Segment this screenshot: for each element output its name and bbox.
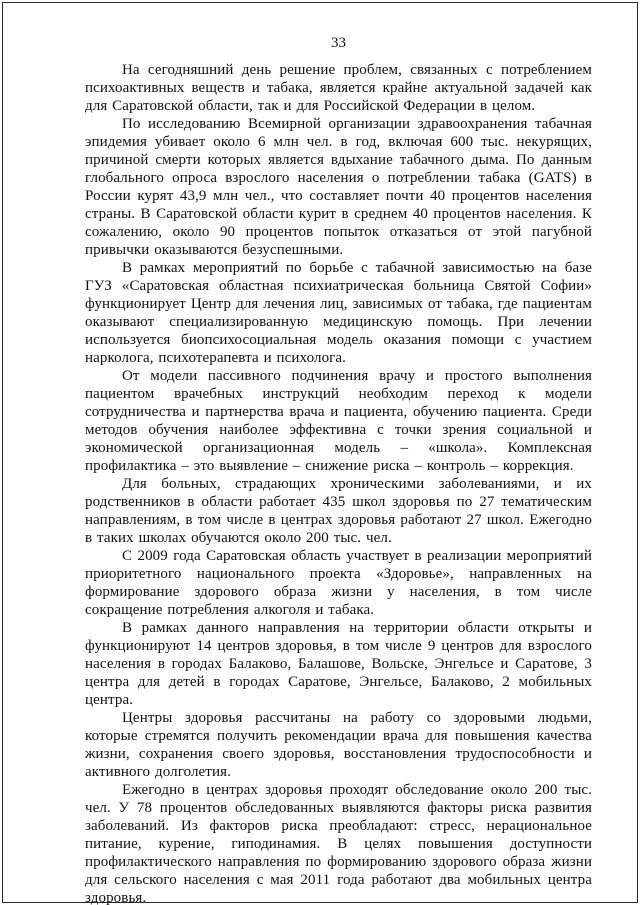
- paragraph-1: На сегодняшний день решение проблем, связанных с потреблением психоактивных веществ и табака, является крайне актуальной задачей как для Саратовской области, так и для Российской Федерации в целом.: [85, 62, 592, 114]
- paragraph-5: Для больных, страдающих хроническими заболеваниями, и их родственников в области работает 435 школ здоровья по 27 тематическим направлениям, в том числе в центрах здоровья работают 27 школ. Ежегодно в таких школах обучаются около 200 тыс. чел.: [85, 476, 592, 546]
- paragraph-2: По исследованию Всемирной организации здравоохранения табачная эпидемия убивает около 6 млн чел. в год, включая 600 тыс. некурящих, причиной смерти которых является вдыхание табачного дыма. По данным глобального опроса взрослого населения о потреблении табака (GATS) в России курят 43,9 млн чел., что составляет почти 40 процентов населения страны. В Саратовской области курит в среднем 40 процентов населения. К сожалению, около 90 процентов попыток отказаться от этой пагубной привычки оказываются безуспешными.: [85, 116, 592, 258]
- paragraph-6: С 2009 года Саратовская область участвует в реализации мероприятий приоритетного национального проекта «Здоровье», направленных на формирование здорового образа жизни у населения, в том числе сокращение потребления алкоголя и табака.: [85, 548, 592, 618]
- page-content: [85, 34, 592, 905]
- paragraph-9: Ежегодно в центрах здоровья проходят обследование около 200 тыс. чел. У 78 процентов обследованных выявляются факторы риска развития заболеваний. Из факторов риска преобладают: стресс, нерациональное питание, курение, гиподинамия. В целях повышения доступности профилактического направления по формированию здорового образа жизни для сельского населения с мая 2011 года работают два мобильных центра здоровья.: [85, 782, 592, 905]
- paragraph-7: В рамках данного направления на территории области открыты и функционируют 14 центров здоровья, в том числе 9 центров для взрослого населения в городах Балаково, Балашове, Вольске, Энгельсе и Саратове, 3 центра для детей в городах Саратове, Энгельсе, Балаково, 2 мобильных центра.: [85, 620, 592, 708]
- paragraph-4: От модели пассивного подчинения врачу и простого выполнения пациентом врачебных инструкций необходим переход к модели сотрудничества и партнерства врача и пациента, обучению пациента. Среди методов обучения наиболее эффективна с точки зрения социальной и экономической организационная модель – «школа». Комплексная профилактика – это выявление – снижение риска – контроль – коррекция.: [85, 368, 592, 474]
- paragraph-3: В рамках мероприятий по борьбе с табачной зависимостью на базе ГУЗ «Саратовская областная психиатрическая больница Святой Софии» функционирует Центр для лечения лиц, зависимых от табака, где пациентам оказывают специализированную медицинскую помощь. При лечении используется биопсихосоциальная модель оказания помощи с участием нарколога, психотерапевта и психолога.: [85, 260, 592, 366]
- paragraph-8: Центры здоровья рассчитаны на работу со здоровыми людьми, которые стремятся получить рекомендации врача для повышения качества жизни, сохранения своего здоровья, восстановления трудоспособности и активного долголетия.: [85, 710, 592, 780]
- page-number: 33: [331, 35, 346, 51]
